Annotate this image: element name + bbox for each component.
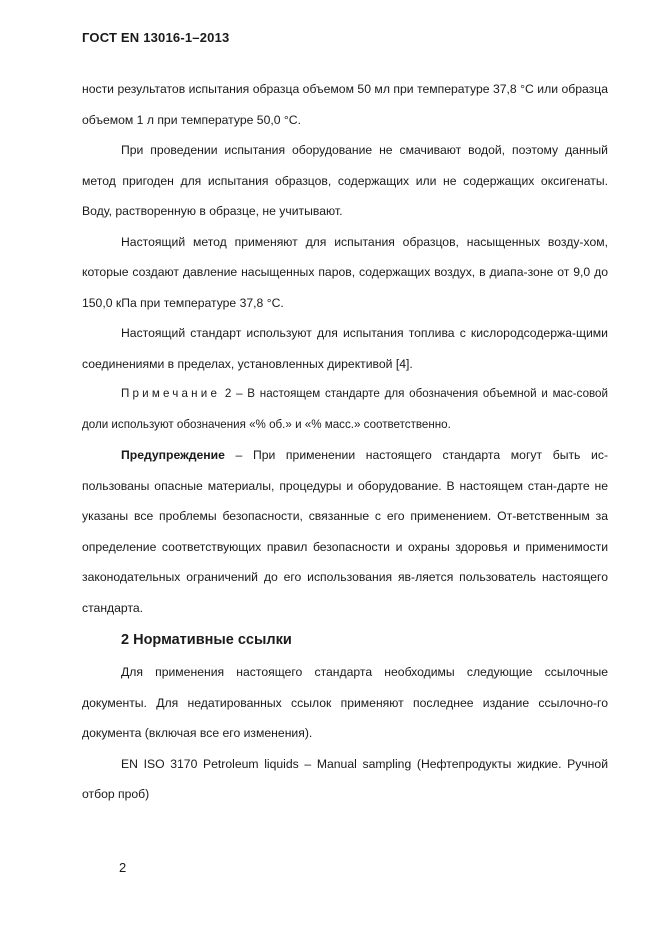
paragraph-air-saturated-samples: Настоящий метод применяют для испытания образцов, насыщенных возду-хом, которые создают давление насыщенных паров, содержащих воздух, в диапа-зоне от 9,0 до 150,0 кПа при температуре 37,8 °С. bbox=[82, 234, 608, 310]
reference-en-iso-3170: EN ISO 3170 Petroleum liquids – Manual sampling (Нефтепродукты жидкие. Ручной отбор проб) bbox=[82, 756, 608, 801]
page-number: 2 bbox=[119, 860, 127, 875]
paragraph-scope-continuation: ности результатов испытания образца объемом 50 мл при температуре 37,8 °С или образца объемом 1 л при температуре 50,0 °С. bbox=[82, 82, 608, 127]
section-2-intro: Для применения настоящего стандарта необходимы следующие ссылочные документы. Для недатированных ссылок применяют последнее издание ссылочно-го документа (включая все его изменения). bbox=[82, 665, 608, 740]
warning-label: Предупреждение bbox=[121, 448, 225, 462]
note-text: 2 – В настоящем стандарте для обозначения объемной и мас-совой доли используют обозначения «% об.» и «% масс.» соответственно. bbox=[82, 387, 608, 431]
section-2-title: 2 Нормативные ссылки bbox=[121, 632, 292, 648]
paragraph-oxygenated-fuels: Настоящий стандарт используют для испытания топлива с кислородсодержа-щими соединениями в пределах, установленных директивой [4]. bbox=[82, 326, 608, 371]
note-label: Примечание bbox=[121, 387, 221, 400]
paragraph-water-oxygenates: При проведении испытания оборудование не смачивают водой, поэтому данный метод пригоден для испытания образцов, содержащих или не содержащих оксигенаты. Воду, растворенную в образце, не учитывают. bbox=[82, 143, 608, 218]
standard-code-header: ГОСТ EN 13016-1–2013 bbox=[82, 30, 230, 45]
warning-text: – При применении настоящего стандарта могут быть ис-пользованы опасные материалы, процедуры и оборудование. В настоящем стан-дарте не указаны все проблемы безопасности, связанные с его применением. От-ветственным за определение соответствующих правил безопасности и охраны здоровья и применимости законодательных ограничений до его использования яв-ляется пользователь настоящего стандарта. bbox=[82, 448, 609, 615]
document-body bbox=[82, 74, 608, 810]
warning-paragraph bbox=[82, 440, 608, 623]
note-paragraph bbox=[82, 379, 608, 440]
